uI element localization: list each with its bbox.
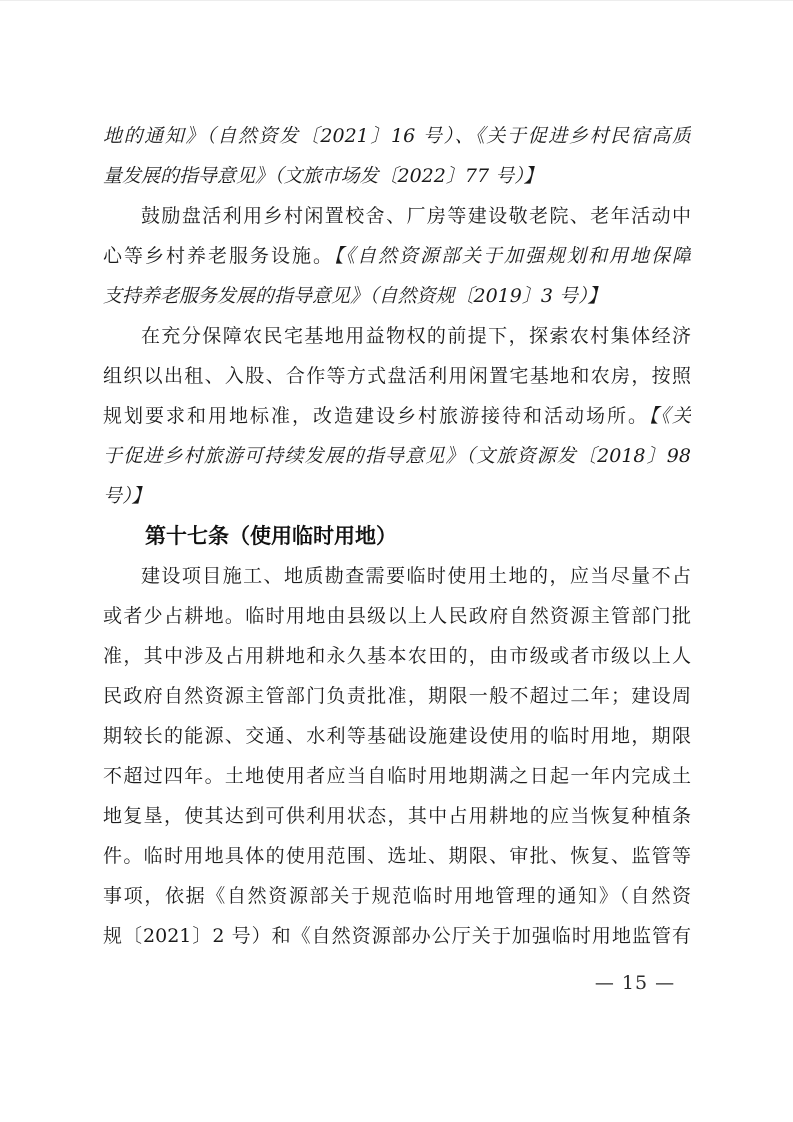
line-08: [103, 396, 691, 436]
body-text: 或者少占耕地。临时用地由县级以上人民政府自然资源主管部门批: [103, 605, 691, 627]
line-20: [103, 876, 691, 916]
citation-text: 量发展的指导意见》（文旅市场发〔2022〕77 号）】: [103, 165, 543, 187]
body-text: 规划要求和用地标准，改造建设乡村旅游接待和活动场所。: [103, 405, 649, 427]
body-text: 件。临时用地具体的使用范围、选址、期限、审批、恢复、监管等: [103, 845, 691, 867]
body-text: 期较长的能源、交通、水利等基础设施建设使用的临时用地，期限: [103, 725, 691, 747]
body-text: 组织以出租、入股、合作等方式盘活利用闲置宅基地和农房，按照: [103, 365, 691, 387]
body-text: 在充分保障农民宅基地用益物权的前提下，探索农村集体经济: [141, 325, 691, 347]
citation-text: 【《自然资源部关于加强规划和用地保障: [334, 245, 691, 267]
line-15: [103, 676, 691, 716]
document-text-block: [103, 116, 691, 956]
body-text: 建设项目施工、地质勘查需要临时使用土地的，应当尽量不占: [141, 565, 691, 587]
body-text: 心等乡村养老服务设施。: [103, 245, 334, 267]
article-heading-text: 第十七条（使用临时用地）: [145, 524, 397, 548]
heading-article-17: [103, 516, 691, 556]
line-17: [103, 756, 691, 796]
line-07: [103, 356, 691, 396]
line-14: [103, 636, 691, 676]
citation-text: 【《关: [648, 405, 691, 427]
line-21: [103, 916, 691, 956]
body-text: 事项，依据《自然资源部关于规范临时用地管理的通知》（自然资: [103, 885, 691, 907]
citation-text: 支持养老服务发展的指导意见》（自然资规〔2019〕3 号）】: [103, 285, 607, 307]
line-13: [103, 596, 691, 636]
line-09: [103, 436, 691, 476]
line-05: [103, 276, 691, 316]
line-16: [103, 716, 691, 756]
line-04: [103, 236, 691, 276]
body-text: 准，其中涉及占用耕地和永久基本农田的，由市级或者市级以上人: [103, 645, 691, 667]
line-18: [103, 796, 691, 836]
line-01: [103, 116, 691, 156]
line-12: [103, 556, 691, 596]
body-text: 规〔2021〕2 号）和《自然资源部办公厅关于加强临时用地监管有: [103, 925, 691, 947]
body-text: 鼓励盘活利用乡村闲置校舍、厂房等建设敬老院、老年活动中: [141, 205, 691, 227]
body-text: 地复垦，使其达到可供利用状态，其中占用耕地的应当恢复种植条: [103, 805, 691, 827]
page-number: — 15 —: [594, 972, 676, 994]
line-06: [103, 316, 691, 356]
body-text: 不超过四年。土地使用者应当自临时用地期满之日起一年内完成土: [103, 765, 691, 787]
line-10: [103, 476, 691, 516]
citation-text: 地的通知》（自然资发〔2021〕16 号）、《关于促进乡村民宿高质: [103, 125, 691, 147]
citation-text: 号）】: [103, 485, 151, 507]
line-19: [103, 836, 691, 876]
citation-text: 于促进乡村旅游可持续发展的指导意见》（文旅资源发〔2018〕98: [103, 445, 691, 467]
body-text: 民政府自然资源主管部门负责批准，期限一般不超过二年；建设周: [103, 685, 691, 707]
line-03: [103, 196, 691, 236]
line-02: [103, 156, 691, 196]
